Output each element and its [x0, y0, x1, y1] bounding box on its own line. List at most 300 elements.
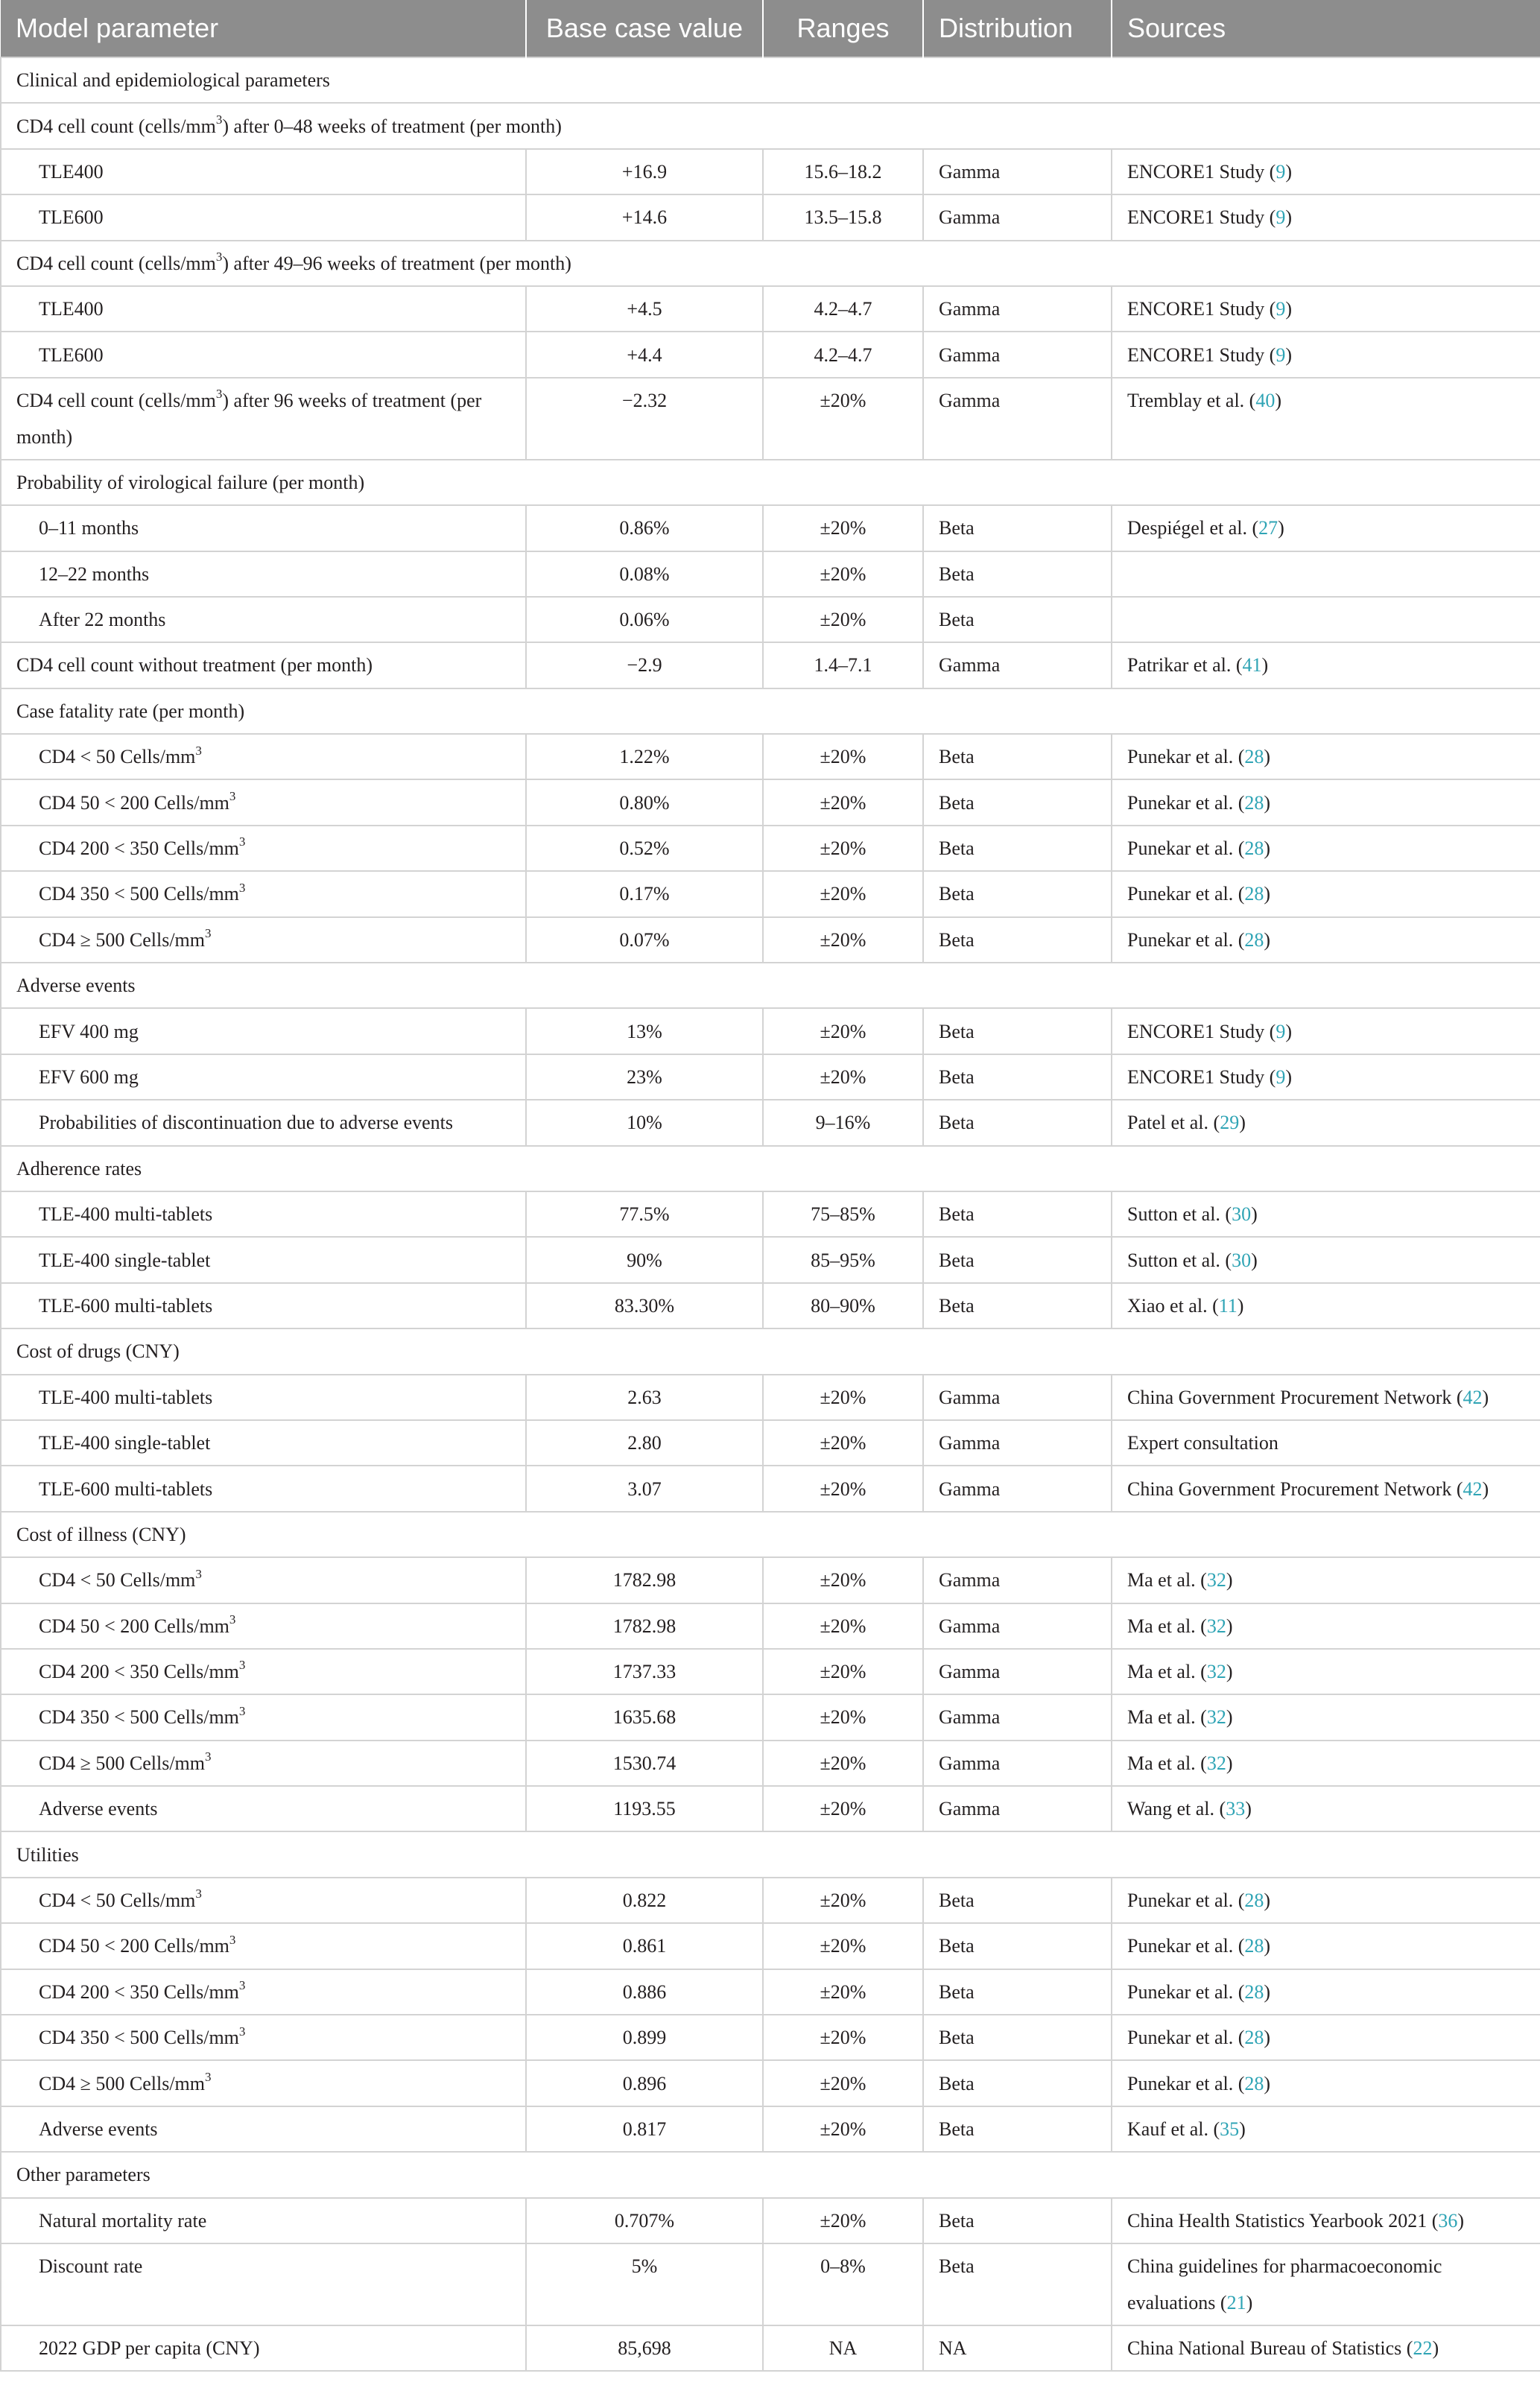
section-row	[1, 2152, 1540, 2197]
base-value-cell: 0.822	[526, 1878, 763, 1923]
source-close-paren: )	[1264, 928, 1271, 951]
reference-link[interactable]: 28	[1244, 1890, 1264, 1912]
reference-link[interactable]: 27	[1258, 517, 1278, 539]
source-cell	[1112, 1786, 1540, 1831]
table-row	[1, 286, 1540, 332]
table-row	[1, 1878, 1540, 1923]
source-text: Despiégel et al. (	[1127, 517, 1259, 539]
base-value-cell: +14.6	[526, 194, 763, 240]
parameter-cell: TLE-400 multi-tablets	[1, 1375, 526, 1420]
source-text: Ma et al. (	[1127, 1752, 1207, 1774]
distribution-cell: Gamma	[923, 1466, 1112, 1511]
range-cell: ±20%	[763, 1741, 923, 1786]
table-row	[1, 779, 1540, 825]
distribution-cell: Gamma	[923, 1557, 1112, 1603]
source-cell	[1112, 1008, 1540, 1054]
table-row	[1, 1649, 1540, 1694]
parameter-cell: CD4 < 50 Cells/$mm^3$	[1, 1878, 526, 1923]
parameter-cell: Discount rate	[1, 2243, 526, 2325]
parameter-cell: CD4 350 < 500 Cells/$mm^3$	[1, 1694, 526, 1740]
source-close-paren: )	[1261, 654, 1269, 677]
range-cell: ±20%	[763, 871, 923, 916]
reference-link[interactable]: 29	[1220, 1112, 1240, 1134]
source-cell	[1112, 1603, 1540, 1649]
base-value-cell: 0.17%	[526, 871, 763, 916]
reference-link[interactable]: 28	[1244, 2072, 1264, 2094]
source-text: China National Bureau of Statistics (	[1127, 2337, 1413, 2360]
source-close-paren: )	[1226, 1752, 1233, 1774]
source-close-paren: )	[1482, 1386, 1489, 1408]
parameter-cell: CD4 cell count without treatment (per month)	[1, 642, 526, 688]
source-text: Sutton et al. (	[1127, 1203, 1232, 1226]
header-ranges: Ranges	[763, 0, 923, 57]
range-cell: ±20%	[763, 734, 923, 779]
reference-link[interactable]: 30	[1232, 1203, 1252, 1226]
reference-link[interactable]: 9	[1276, 1020, 1286, 1042]
table-row	[1, 642, 1540, 688]
table-row	[1, 1191, 1540, 1237]
base-value-cell: 13%	[526, 1008, 763, 1054]
source-text: ENCORE1 Study (	[1127, 1066, 1276, 1088]
section-row	[1, 460, 1540, 505]
source-cell	[1112, 1054, 1540, 1100]
distribution-cell: Gamma	[923, 1603, 1112, 1649]
reference-link[interactable]: 9	[1276, 343, 1286, 366]
parameter-cell: TLE600	[1, 332, 526, 377]
header-base-case-value: Base case value	[526, 0, 763, 57]
parameter-cell: 2022 GDP per capita (CNY)	[1, 2325, 526, 2371]
parameter-cell: EFV 400 mg	[1, 1008, 526, 1054]
range-cell: ±20%	[763, 917, 923, 963]
source-text: ENCORE1 Study (	[1127, 343, 1276, 366]
section-label: Probability of virological failure (per month)	[1, 460, 1540, 505]
range-cell: ±20%	[763, 2198, 923, 2243]
source-close-paren: )	[1264, 883, 1271, 905]
table-row	[1, 1786, 1540, 1831]
section-label: Case fatality rate (per month)	[1, 688, 1540, 734]
source-text: China Government Procurement Network (	[1127, 1386, 1463, 1408]
section-label: CD4 cell count $(cells/mm^3)$ after 0–48 weeks of treatment (per month)	[1, 103, 1540, 148]
base-value-cell: +4.4	[526, 332, 763, 377]
distribution-cell: Gamma	[923, 1694, 1112, 1740]
parameter-cell: Adverse events	[1, 2106, 526, 2152]
reference-link[interactable]: 28	[1244, 837, 1264, 860]
range-cell: 85–95%	[763, 1237, 923, 1282]
distribution-cell: Beta	[923, 1237, 1112, 1282]
header-model-parameter: Model parameter	[1, 0, 526, 57]
source-cell	[1112, 1694, 1540, 1740]
source-cell	[1112, 2243, 1540, 2325]
table-row	[1, 378, 1540, 460]
table-row	[1, 1923, 1540, 1969]
source-close-paren: )	[1264, 2072, 1271, 2094]
distribution-cell: Beta	[923, 1283, 1112, 1328]
table-row	[1, 2325, 1540, 2371]
range-cell: 13.5–15.8	[763, 194, 923, 240]
range-cell: ±20%	[763, 1054, 923, 1100]
parameter-cell: TLE-600 multi-tablets	[1, 1466, 526, 1511]
parameter-cell: CD4 < 50 Cells/$mm^3$	[1, 1557, 526, 1603]
source-close-paren: )	[1432, 2337, 1439, 2360]
table-row	[1, 871, 1540, 916]
source-text: Punekar et al. (	[1127, 2072, 1245, 2094]
distribution-cell: Beta	[923, 1878, 1112, 1923]
source-text: China Government Procurement Network (	[1127, 1478, 1463, 1500]
distribution-cell: Gamma	[923, 378, 1112, 460]
section-row	[1, 1831, 1540, 1877]
table-row	[1, 917, 1540, 963]
source-cell	[1112, 642, 1540, 688]
base-value-cell: 0.07%	[526, 917, 763, 963]
table-row	[1, 1557, 1540, 1603]
source-cell	[1112, 505, 1540, 551]
distribution-cell: Beta	[923, 779, 1112, 825]
table-row	[1, 1375, 1540, 1420]
reference-link[interactable]: 30	[1232, 1249, 1252, 1271]
table-row	[1, 1420, 1540, 1466]
range-cell: ±20%	[763, 826, 923, 871]
reference-link[interactable]: 33	[1226, 1798, 1246, 1820]
base-value-cell: 1737.33	[526, 1649, 763, 1694]
distribution-cell: Beta	[923, 2243, 1112, 2325]
parameter-cell: 0–11 months	[1, 505, 526, 551]
base-value-cell: +16.9	[526, 149, 763, 194]
source-cell	[1112, 2060, 1540, 2106]
range-cell: ±20%	[763, 1786, 923, 1831]
base-value-cell: 90%	[526, 1237, 763, 1282]
table-row	[1, 505, 1540, 551]
reference-link[interactable]: 35	[1220, 2118, 1240, 2140]
source-text: Punekar et al. (	[1127, 928, 1245, 951]
range-cell: ±20%	[763, 551, 923, 597]
section-row	[1, 963, 1540, 1008]
base-value-cell: 2.63	[526, 1375, 763, 1420]
reference-link[interactable]: 28	[1244, 746, 1264, 768]
parameter-cell: CD4 350 < 500 Cells/$mm^3$	[1, 871, 526, 916]
source-cell	[1112, 1923, 1540, 1969]
source-cell	[1112, 2198, 1540, 2243]
source-cell	[1112, 2015, 1540, 2060]
reference-link[interactable]: 22	[1413, 2337, 1433, 2360]
base-value-cell: +4.5	[526, 286, 763, 332]
source-text: ENCORE1 Study (	[1127, 1020, 1276, 1042]
source-text: Punekar et al. (	[1127, 1980, 1245, 2003]
source-close-paren: )	[1285, 298, 1293, 320]
table-row	[1, 1283, 1540, 1328]
source-text: Wang et al. (	[1127, 1798, 1226, 1820]
source-close-paren: )	[1264, 1935, 1271, 1957]
parameter-cell: Natural mortality rate	[1, 2198, 526, 2243]
source-close-paren: )	[1226, 1615, 1233, 1637]
range-cell: ±20%	[763, 1969, 923, 2015]
parameter-cell: TLE-400 multi-tablets	[1, 1191, 526, 1237]
reference-link[interactable]: 28	[1244, 791, 1264, 814]
parameter-cell: TLE600	[1, 194, 526, 240]
table-body	[1, 57, 1540, 2371]
reference-link[interactable]: 32	[1206, 1661, 1226, 1683]
source-cell	[1112, 1649, 1540, 1694]
parameter-cell: TLE400	[1, 286, 526, 332]
source-close-paren: )	[1264, 746, 1271, 768]
source-text: Ma et al. (	[1127, 1615, 1207, 1637]
distribution-cell: Gamma	[923, 1420, 1112, 1466]
base-value-cell: 77.5%	[526, 1191, 763, 1237]
distribution-cell: Beta	[923, 2198, 1112, 2243]
source-text: Ma et al. (	[1127, 1706, 1207, 1729]
base-value-cell: 0.707%	[526, 2198, 763, 2243]
source-text: Punekar et al. (	[1127, 746, 1245, 768]
range-cell: ±20%	[763, 1375, 923, 1420]
source-cell	[1112, 378, 1540, 460]
source-close-paren: )	[1285, 343, 1293, 366]
source-close-paren: )	[1264, 1890, 1271, 1912]
table-row	[1, 597, 1540, 642]
table-row	[1, 1100, 1540, 1145]
table-row	[1, 1466, 1540, 1511]
parameter-cell: After 22 months	[1, 597, 526, 642]
table-row	[1, 826, 1540, 871]
source-close-paren: )	[1482, 1478, 1489, 1500]
source-close-paren: )	[1264, 837, 1271, 860]
table-row	[1, 734, 1540, 779]
table-row	[1, 2243, 1540, 2325]
section-row	[1, 1328, 1540, 1374]
distribution-cell: Beta	[923, 1100, 1112, 1145]
reference-link[interactable]: 32	[1206, 1615, 1226, 1637]
source-cell	[1112, 1283, 1540, 1328]
base-value-cell: 83.30%	[526, 1283, 763, 1328]
range-cell: ±20%	[763, 505, 923, 551]
range-cell: ±20%	[763, 1923, 923, 1969]
source-close-paren: )	[1239, 1112, 1246, 1134]
range-cell: ±20%	[763, 1603, 923, 1649]
reference-link[interactable]: 21	[1226, 2291, 1246, 2313]
base-value-cell: 0.886	[526, 1969, 763, 2015]
distribution-cell: Beta	[923, 2106, 1112, 2152]
table-row	[1, 1008, 1540, 1054]
base-value-cell: 1530.74	[526, 1741, 763, 1786]
distribution-cell: Beta	[923, 551, 1112, 597]
distribution-cell: Beta	[923, 917, 1112, 963]
section-label: Utilities	[1, 1831, 1540, 1877]
section-row	[1, 103, 1540, 148]
table-row	[1, 2015, 1540, 2060]
section-label: Clinical and epidemiological parameters	[1, 57, 1540, 103]
source-close-paren: )	[1264, 791, 1271, 814]
table-row	[1, 1741, 1540, 1786]
base-value-cell: 0.899	[526, 2015, 763, 2060]
source-text: China Health Statistics Yearbook 2021 (	[1127, 2209, 1439, 2232]
reference-link[interactable]: 40	[1255, 389, 1276, 411]
range-cell: ±20%	[763, 1878, 923, 1923]
base-value-cell: 2.80	[526, 1420, 763, 1466]
base-value-cell: 1782.98	[526, 1557, 763, 1603]
source-text: China guidelines for pharmacoeconomic evaluations (	[1127, 2255, 1442, 2313]
parameter-cell: CD4 cell count $(cells/mm^3)$ after 96 weeks of treatment (per month)	[1, 378, 526, 460]
parameter-cell: CD4 ≥ 500 Cells/$mm^3$	[1, 1741, 526, 1786]
source-cell	[1112, 2325, 1540, 2371]
section-label: Adverse events	[1, 963, 1540, 1008]
distribution-cell: Gamma	[923, 286, 1112, 332]
parameter-cell: CD4 200 < 350 Cells/$mm^3$	[1, 1969, 526, 2015]
parameter-cell: CD4 ≥ 500 Cells/$mm^3$	[1, 2060, 526, 2106]
reference-link[interactable]: 11	[1218, 1294, 1238, 1317]
section-label: Other parameters	[1, 2152, 1540, 2197]
distribution-cell: Beta	[923, 826, 1112, 871]
source-close-paren: )	[1285, 206, 1293, 229]
table-row	[1, 2198, 1540, 2243]
parameter-cell: TLE-400 single-tablet	[1, 1420, 526, 1466]
distribution-cell: Beta	[923, 2060, 1112, 2106]
distribution-cell: Gamma	[923, 1786, 1112, 1831]
distribution-cell: Beta	[923, 734, 1112, 779]
table-row	[1, 194, 1540, 240]
base-value-cell: 0.86%	[526, 505, 763, 551]
range-cell: ±20%	[763, 378, 923, 460]
section-label: CD4 cell count $(cells/mm^3)$ after 49–96 weeks of treatment (per month)	[1, 241, 1540, 286]
parameter-cell: TLE-400 single-tablet	[1, 1237, 526, 1282]
source-cell	[1112, 332, 1540, 377]
range-cell: 4.2–4.7	[763, 286, 923, 332]
source-cell	[1112, 551, 1540, 597]
base-value-cell: −2.32	[526, 378, 763, 460]
parameter-cell: Probabilities of discontinuation due to adverse events	[1, 1100, 526, 1145]
base-value-cell: 5%	[526, 2243, 763, 2325]
source-cell	[1112, 1466, 1540, 1511]
header-distribution: Distribution	[923, 0, 1112, 57]
base-value-cell: 0.06%	[526, 597, 763, 642]
parameter-cell: Adverse events	[1, 1786, 526, 1831]
source-close-paren: )	[1457, 2209, 1465, 2232]
source-text: Punekar et al. (	[1127, 837, 1245, 860]
table-row	[1, 1054, 1540, 1100]
source-cell	[1112, 1969, 1540, 2015]
distribution-cell: Gamma	[923, 194, 1112, 240]
base-value-cell: 0.52%	[526, 826, 763, 871]
reference-link[interactable]: 32	[1206, 1706, 1226, 1729]
source-close-paren: )	[1251, 1203, 1258, 1226]
source-close-paren: )	[1264, 1980, 1271, 2003]
source-close-paren: )	[1239, 2118, 1246, 2140]
reference-link[interactable]: 42	[1463, 1478, 1483, 1500]
reference-link[interactable]: 28	[1244, 928, 1264, 951]
parameter-cell: 12–22 months	[1, 551, 526, 597]
source-close-paren: )	[1226, 1706, 1233, 1729]
range-cell: ±20%	[763, 2106, 923, 2152]
parameter-cell: CD4 200 < 350 Cells/$mm^3$	[1, 826, 526, 871]
reference-link[interactable]: 32	[1206, 1569, 1226, 1592]
reference-link[interactable]: 42	[1463, 1386, 1483, 1408]
range-cell: ±20%	[763, 1649, 923, 1694]
source-close-paren: )	[1264, 2027, 1271, 2049]
source-cell	[1112, 1191, 1540, 1237]
parameter-cell: CD4 50 < 200 Cells/$mm^3$	[1, 1603, 526, 1649]
reference-link[interactable]: 9	[1276, 298, 1286, 320]
base-value-cell: 1782.98	[526, 1603, 763, 1649]
base-value-cell: −2.9	[526, 642, 763, 688]
source-text: Punekar et al. (	[1127, 791, 1245, 814]
table-header-row	[1, 0, 1540, 57]
parameter-cell: TLE-600 multi-tablets	[1, 1283, 526, 1328]
table-row	[1, 1969, 1540, 2015]
distribution-cell: Beta	[923, 1191, 1112, 1237]
reference-link[interactable]: 36	[1438, 2209, 1458, 2232]
table-row	[1, 2060, 1540, 2106]
distribution-cell: Beta	[923, 597, 1112, 642]
base-value-cell: 0.80%	[526, 779, 763, 825]
source-close-paren: )	[1226, 1661, 1233, 1683]
reference-link[interactable]: 9	[1276, 1066, 1286, 1088]
source-cell	[1112, 734, 1540, 779]
source-close-paren: )	[1285, 160, 1293, 183]
distribution-cell: Beta	[923, 1008, 1112, 1054]
parameter-cell: CD4 200 < 350 Cells/$mm^3$	[1, 1649, 526, 1694]
parameter-cell: CD4 < 50 Cells/$mm^3$	[1, 734, 526, 779]
source-text: Punekar et al. (	[1127, 2027, 1245, 2049]
reference-link[interactable]: 32	[1206, 1752, 1226, 1774]
source-close-paren: )	[1275, 389, 1282, 411]
reference-link[interactable]: 28	[1244, 1980, 1264, 2003]
source-cell	[1112, 1557, 1540, 1603]
source-cell	[1112, 2106, 1540, 2152]
range-cell: 15.6–18.2	[763, 149, 923, 194]
source-text: Punekar et al. (	[1127, 1935, 1245, 1957]
parameter-cell: CD4 350 < 500 Cells/$mm^3$	[1, 2015, 526, 2060]
reference-link[interactable]: 28	[1244, 1935, 1264, 1957]
source-text: Punekar et al. (	[1127, 1890, 1245, 1912]
source-close-paren: )	[1226, 1569, 1233, 1592]
source-cell	[1112, 826, 1540, 871]
reference-link[interactable]: 41	[1242, 654, 1262, 677]
table-row	[1, 1603, 1540, 1649]
range-cell: ±20%	[763, 1694, 923, 1740]
range-cell: NA	[763, 2325, 923, 2371]
reference-link[interactable]: 28	[1244, 883, 1264, 905]
source-close-paren: )	[1237, 1294, 1244, 1317]
header-sources: Sources	[1112, 0, 1540, 57]
source-text: ENCORE1 Study (	[1127, 298, 1276, 320]
reference-link[interactable]: 28	[1244, 2027, 1264, 2049]
section-label: Adherence rates	[1, 1146, 1540, 1191]
source-close-paren: )	[1251, 1249, 1258, 1271]
source-text: Ma et al. (	[1127, 1569, 1207, 1592]
source-close-paren: )	[1245, 1798, 1252, 1820]
base-value-cell: 10%	[526, 1100, 763, 1145]
source-cell	[1112, 779, 1540, 825]
parameter-cell: CD4 50 < 200 Cells/$mm^3$	[1, 1923, 526, 1969]
base-value-cell: 1193.55	[526, 1786, 763, 1831]
source-cell	[1112, 871, 1540, 916]
section-row	[1, 57, 1540, 103]
range-cell: ±20%	[763, 597, 923, 642]
distribution-cell: Beta	[923, 871, 1112, 916]
reference-link[interactable]: 9	[1276, 206, 1286, 229]
base-value-cell: 1635.68	[526, 1694, 763, 1740]
source-text: Xiao et al. (	[1127, 1294, 1219, 1317]
distribution-cell: Beta	[923, 1969, 1112, 2015]
distribution-cell: Beta	[923, 1923, 1112, 1969]
distribution-cell: Gamma	[923, 149, 1112, 194]
reference-link[interactable]: 9	[1276, 160, 1286, 183]
source-cell	[1112, 1100, 1540, 1145]
range-cell: 4.2–4.7	[763, 332, 923, 377]
range-cell: 1.4–7.1	[763, 642, 923, 688]
distribution-cell: Gamma	[923, 642, 1112, 688]
source-close-paren: )	[1285, 1066, 1293, 1088]
table-row	[1, 149, 1540, 194]
source-close-paren: )	[1285, 1020, 1293, 1042]
base-value-cell: 0.817	[526, 2106, 763, 2152]
